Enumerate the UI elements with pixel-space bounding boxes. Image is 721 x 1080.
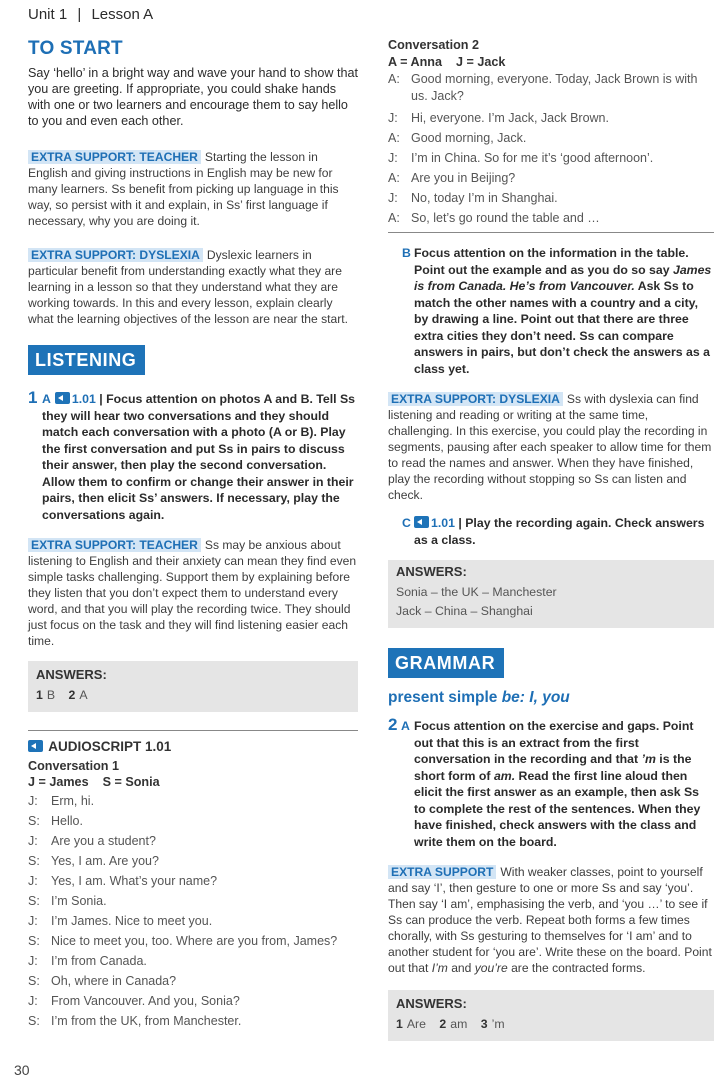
extra-support-text: Ss may be anxious about listening to English and their anxiety can mean they find even simple tasks challenging. Support them by explaining before they listen that you don’t expect them to understand every word, and that you will play the recording twice. They should just focus on the task and they will find listening easier each time. [28, 538, 357, 648]
exercise-letter: A [401, 719, 410, 733]
exercise-1a [28, 388, 358, 523]
exercise-1c [402, 515, 714, 548]
grammar-subheading [388, 689, 714, 707]
script-line [28, 851, 358, 871]
speaker-label: A: [388, 72, 400, 86]
conversation-1-key: J = James S = Sonia [28, 775, 160, 789]
speaker-label: J: [28, 794, 38, 808]
exercise-letter: C [402, 516, 411, 530]
exercise-example-italic: James is from Canada. He’s from Vancouver. [414, 262, 712, 293]
script-line [28, 811, 358, 831]
answer-number: 2 [439, 1017, 447, 1031]
conversation-2-title: Conversation 2 [388, 38, 479, 52]
answers-row [36, 686, 350, 705]
answer-number: 1 [36, 688, 43, 702]
section-divider [388, 232, 714, 233]
exercise-letter: A [42, 392, 51, 406]
header-separator: | [77, 6, 82, 23]
script-line [28, 891, 358, 911]
audio-speaker-icon [28, 740, 43, 752]
script-line [28, 871, 358, 891]
script-line [28, 951, 358, 971]
answers-box-3 [388, 990, 714, 1041]
line-text: Yes, I am. Are you? [51, 854, 159, 868]
extra-support-text-part3: are the contracted forms. [507, 961, 646, 975]
line-text: From Vancouver. And you, Sonia? [51, 994, 240, 1008]
conversation-1-lines [28, 791, 358, 1031]
exercise-instructions-part2: is the short form of [414, 752, 692, 783]
line-text: Hello. [51, 814, 83, 828]
lesson-label: Lesson A [91, 6, 154, 23]
extra-support-italic-1: I’m [431, 961, 448, 975]
line-text: I’m James. Nice to meet you. [51, 914, 213, 928]
answer-value: B [46, 688, 56, 702]
extra-support-teacher-1 [28, 149, 358, 229]
script-line [388, 188, 714, 208]
line-text: So, let’s go round the table and … [411, 211, 600, 225]
exercise-2a [388, 715, 714, 850]
extra-support-text: Ss with dyslexia can find listening and reading or writing at the same time, challenging. In this exercise, you could play the recording in segments, pausing after each speaker to allow time for them to read the names and answer. When they have finished, play the recording without stopping so Ss can listen and check. [388, 392, 712, 502]
audio-speaker-icon [55, 392, 70, 404]
exercise-number: 2 [388, 715, 398, 734]
line-text: No, today I’m in Shanghai. [411, 191, 558, 205]
exercise-instructions-part1: Focus attention on the information in the table. Point out the example and as you do so say [414, 246, 689, 277]
script-line [388, 168, 714, 188]
line-text: Are you in Beijing? [411, 171, 516, 185]
answers-box-1 [28, 661, 358, 712]
grammar-subheading-plain: present simple [388, 689, 502, 706]
grammar-subheading-italic: be: I, you [501, 689, 570, 706]
to-start-body: Say ‘hello’ in a bright way and wave your hand to show that you are greeting. If appropriate, you could shake hands with one or two learners and encourage them to say hello to you and even each other. [28, 66, 358, 128]
script-line [28, 971, 358, 991]
script-line [28, 931, 358, 951]
extra-support-3 [388, 864, 714, 976]
answer-number: 2 [68, 688, 76, 702]
exercise-instructions-part3: Read the first line aloud then elicit the first answer as an example, then ask Ss to complete the rest of the sentences. When they have finished, check answers with the class and write them on the board. [414, 768, 701, 849]
section-divider [28, 730, 358, 731]
exercise-instructions-part2: Ask Ss to match the other names with a country and a city, by drawing a line. Point out that there are three extra cities they don’t need. Ss can compare answers in pairs, but don’t check the answers as a class yet. [414, 279, 710, 376]
exercise-letter: B [402, 246, 411, 260]
script-line [388, 148, 714, 168]
extra-support-dyslexia-1 [28, 247, 358, 327]
speaker-label: S: [28, 1014, 40, 1028]
line-text: Hi, everyone. I’m Jack, Jack Brown. [411, 111, 609, 125]
speaker-label: S: [28, 974, 40, 988]
conversation-1-title: Conversation 1 [28, 759, 119, 773]
answer-value: Are [406, 1017, 426, 1031]
speaker-label: J: [388, 111, 398, 125]
answers-row [396, 1015, 706, 1034]
to-start-heading: TO START [28, 38, 123, 59]
grammar-heading: GRAMMAR [388, 648, 504, 678]
script-line [28, 911, 358, 931]
listening-section [28, 345, 358, 375]
answers-heading: ANSWERS: [396, 996, 467, 1011]
speaker-label: A: [388, 131, 400, 145]
audioscript-heading [28, 739, 358, 754]
line-text: I’m in China. So for me it’s ‘good afternoon’. [411, 151, 654, 165]
answers-heading: ANSWERS: [36, 667, 107, 682]
line-text: Oh, where in Canada? [51, 974, 177, 988]
track-number: 1.01 [431, 516, 455, 530]
conversation-2-key: A = Anna J = Jack [388, 55, 506, 69]
track-number: 1.01 [71, 392, 96, 406]
exercise-number: 1 [28, 388, 38, 407]
line-text: Yes, I am. What’s your name? [51, 874, 218, 888]
page-number: 30 [14, 1062, 30, 1078]
extra-support-tag: EXTRA SUPPORT: DYSLEXIA [388, 392, 563, 406]
answer-value: A [79, 688, 88, 702]
line-text: I’m Sonia. [51, 894, 107, 908]
answers-box-2 [388, 560, 714, 628]
script-line [28, 1011, 358, 1031]
script-line [388, 208, 714, 228]
line-text: I’m from the UK, from Manchester. [51, 1014, 242, 1028]
speaker-label: S: [28, 814, 40, 828]
grammar-section [388, 648, 714, 678]
speaker-label: S: [28, 854, 40, 868]
line-text: Good morning, everyone. Today, Jack Brown is with us. Jack? [411, 72, 698, 103]
speaker-label: J: [388, 151, 398, 165]
answer-value: ’m [491, 1017, 505, 1031]
extra-support-dyslexia-2 [388, 391, 714, 503]
script-line [28, 791, 358, 811]
track-separator: | [458, 516, 462, 530]
exercise-1b [402, 245, 714, 377]
right-column [388, 38, 714, 1041]
unit-lesson-header [28, 6, 153, 23]
extra-support-italic-2: you’re [474, 961, 508, 975]
line-text: Good morning, Jack. [411, 131, 527, 145]
line-text: Erm, hi. [51, 794, 95, 808]
line-text: Nice to meet you, too. Where are you from, James? [51, 934, 338, 948]
line-text: Are you a student? [51, 834, 156, 848]
exercise-instructions-part1: Focus attention on the exercise and gaps. Point out that this is an extract from the first conversation in the recording and that [414, 719, 694, 766]
extra-support-text-part2: and [447, 961, 475, 975]
extra-support-text: Starting the lesson in English and giving instructions in English may be new for many learners. Ss benefit from picking up language in this way, so persist with it and explain, in Ss’ first language if necessary, why you are doing it. [28, 150, 339, 228]
script-line [388, 108, 714, 128]
extra-support-tag: EXTRA SUPPORT: TEACHER [28, 150, 201, 164]
answer-number: 3 [480, 1017, 488, 1031]
speaker-label: J: [28, 994, 38, 1008]
left-column [28, 38, 358, 1031]
audioscript-title: AUDIOSCRIPT 1.01 [48, 739, 172, 754]
speaker-label: J: [28, 834, 38, 848]
exercise-instructions: Focus attention on photos A and B. Tell Ss they will hear two conversations and they should match each conversation with a photo (A or B). Play the first conversation and put Ss in pairs to discuss their answer, then play the second conversation. Allow them to confirm or change their answer in their pairs, then elicit Ss’ answers. If necessary, play the conversations again. [42, 392, 356, 522]
answers-row: Jack – China – Shanghai [396, 604, 533, 618]
speaker-label: A: [388, 171, 400, 185]
extra-support-tag: EXTRA SUPPORT: DYSLEXIA [28, 248, 203, 262]
extra-support-text: Dyslexic learners in particular benefit from understanding exactly what they are learning in a lesson so that they understand what they are working towards. In this and every lesson, explain clearly what the learning objectives of the lesson are near the start. [28, 248, 349, 326]
audio-speaker-icon [414, 516, 429, 528]
exercise-italic-2: am. [493, 768, 516, 783]
speaker-label: J: [388, 191, 398, 205]
speaker-label: J: [28, 874, 38, 888]
extra-support-text-part1: With weaker classes, point to yourself and say ‘I’, then gesture to one or more Ss and say ‘you’. Then say ‘I am’, emphasising the verb, and ‘you …’ to see if Ss can produce the verb. Repeat both forms a few times chorally, with Ss gesturing to themselves for ‘I am’ and to another student for ‘you are’. Write these on the board. Point out that [388, 865, 712, 975]
speaker-label: S: [28, 894, 40, 908]
speaker-label: S: [28, 934, 40, 948]
track-separator: | [99, 392, 103, 406]
extra-support-teacher-2 [28, 537, 358, 649]
exercise-italic-1: ’m [641, 752, 656, 766]
answers-heading: ANSWERS: [396, 564, 467, 579]
unit-label: Unit 1 [28, 6, 68, 23]
script-line [28, 991, 358, 1011]
script-line [28, 831, 358, 851]
answer-value: am [450, 1017, 468, 1031]
answer-number: 1 [396, 1017, 403, 1031]
script-line [388, 71, 714, 105]
speaker-label: J: [28, 914, 38, 928]
answers-row: Sonia – the UK – Manchester [396, 585, 557, 599]
line-text: I’m from Canada. [51, 954, 147, 968]
listening-heading: LISTENING [28, 345, 145, 375]
conversation-2-lines [388, 71, 714, 228]
speaker-label: J: [28, 954, 38, 968]
speaker-label: A: [388, 211, 400, 225]
exercise-instructions: Play the recording again. Check answers as a class. [414, 516, 705, 547]
script-line [388, 128, 714, 148]
extra-support-tag: EXTRA SUPPORT [388, 865, 496, 879]
extra-support-tag: EXTRA SUPPORT: TEACHER [28, 538, 201, 552]
